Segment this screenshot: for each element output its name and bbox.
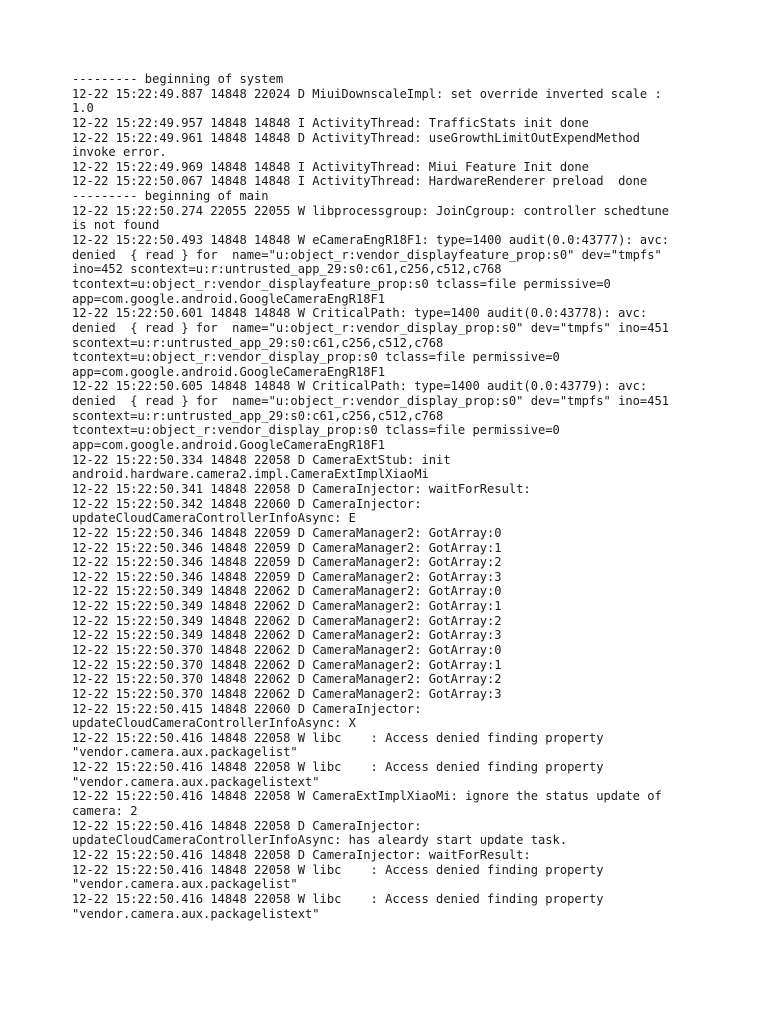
log-line: --------- beginning of system (72, 72, 284, 86)
log-line: 12-22 15:22:50.416 14848 22058 D CameraInjector: (72, 818, 422, 833)
log-line: tcontext=u:object_r:vendor_displayfeature_prop:s0 tclass=file permissive=0 (72, 276, 611, 291)
log-line: scontext=u:r:untrusted_app_29:s0:c61,c256,c512,c768 (72, 408, 444, 423)
log-line: 12-22 15:22:50.346 14848 22059 D CameraManager2: GotArray:2 (72, 555, 502, 570)
log-line: ino=452 scontext=u:r:untrusted_app_29:s0:c61,c256,c512,c768 (72, 262, 502, 277)
log-line: updateCloudCameraControllerInfoAsync: X (72, 716, 356, 731)
log-line: 12-22 15:22:50.349 14848 22062 D CameraManager2: GotArray:3 (72, 628, 502, 643)
log-line: denied { read } for name="u:object_r:vendor_display_prop:s0" dev="tmpfs" ino=451 (72, 320, 670, 335)
log-line: scontext=u:r:untrusted_app_29:s0:c61,c256,c512,c768 (72, 335, 444, 350)
log-line: app=com.google.android.GoogleCameraEngR18F1 (72, 438, 386, 453)
log-line: "vendor.camera.aux.packagelist" (72, 877, 298, 892)
log-line: 12-22 15:22:50.370 14848 22062 D CameraManager2: GotArray:0 (72, 642, 502, 657)
log-line: is not found (72, 218, 160, 233)
log-line: 12-22 15:22:50.346 14848 22059 D CameraManager2: GotArray:1 (72, 540, 502, 555)
log-line: denied { read } for name="u:object_r:vendor_display_prop:s0" dev="tmpfs" ino=451 (72, 394, 670, 409)
log-line: 1.0 (72, 101, 94, 116)
log-line: 12-22 15:22:50.349 14848 22062 D CameraManager2: GotArray:0 (72, 584, 502, 599)
log-line: 12-22 15:22:49.961 14848 14848 D ActivityThread: useGrowthLimitOutExpendMethod (72, 130, 640, 145)
log-line: 12-22 15:22:50.370 14848 22062 D CameraManager2: GotArray:1 (72, 657, 502, 672)
log-line: 12-22 15:22:50.416 14848 22058 W libc : Access denied finding property (72, 862, 604, 877)
log-line: 12-22 15:22:50.415 14848 22060 D CameraInjector: (72, 701, 422, 716)
log-line: 12-22 15:22:50.416 14848 22058 W CameraExtImplXiaoMi: ignore the status update of (72, 789, 662, 804)
log-line: invoke error. (72, 145, 167, 160)
log-line: 12-22 15:22:49.969 14848 14848 I ActivityThread: Miui Feature Init done (72, 159, 589, 174)
log-line: "vendor.camera.aux.packagelist" (72, 745, 298, 760)
log-line: 12-22 15:22:50.416 14848 22058 W libc : Access denied finding property (72, 891, 604, 906)
log-line: 12-22 15:22:49.887 14848 22024 D MiuiDownscaleImpl: set override inverted scale : (72, 86, 662, 101)
log-line: 12-22 15:22:50.370 14848 22062 D CameraManager2: GotArray:2 (72, 672, 502, 687)
log-line: 12-22 15:22:50.341 14848 22058 D CameraInjector: waitForResult: (72, 481, 531, 496)
log-line: camera: 2 (72, 804, 138, 819)
log-line: 12-22 15:22:50.601 14848 14848 W CriticalPath: type=1400 audit(0.0:43778): avc: (72, 306, 648, 321)
log-line: 12-22 15:22:50.416 14848 22058 W libc : Access denied finding property (72, 730, 604, 745)
log-line: 12-22 15:22:50.370 14848 22062 D CameraManager2: GotArray:3 (72, 686, 502, 701)
log-line: 12-22 15:22:50.342 14848 22060 D CameraInjector: (72, 496, 422, 511)
log-line: 12-22 15:22:50.416 14848 22058 D CameraInjector: waitForResult: (72, 847, 531, 862)
log-line: 12-22 15:22:50.067 14848 14848 I ActivityThread: HardwareRenderer preload done (72, 174, 648, 189)
log-line: app=com.google.android.GoogleCameraEngR18F1 (72, 364, 386, 379)
log-line: 12-22 15:22:50.416 14848 22058 W libc : Access denied finding property (72, 760, 604, 775)
log-line: 12-22 15:22:50.493 14848 14848 W eCameraEngR18F1: type=1400 audit(0.0:43777): avc: (72, 233, 670, 248)
log-line: 12-22 15:22:50.346 14848 22059 D CameraManager2: GotArray:0 (72, 525, 502, 540)
log-line: denied { read } for name="u:object_r:vendor_displayfeature_prop:s0" dev="tmpfs" (72, 247, 662, 262)
log-line: app=com.google.android.GoogleCameraEngR18F1 (72, 291, 386, 306)
log-line: --------- beginning of main (72, 189, 269, 204)
log-line: 12-22 15:22:50.605 14848 14848 W CriticalPath: type=1400 audit(0.0:43779): avc: (72, 379, 648, 394)
log-line: 12-22 15:22:50.274 22055 22055 W libprocessgroup: JoinCgroup: controller schedtune (72, 203, 670, 218)
log-line: "vendor.camera.aux.packagelistext" (72, 774, 320, 789)
log-line: 12-22 15:22:50.334 14848 22058 D CameraExtStub: init (72, 452, 451, 467)
log-line: 12-22 15:22:50.349 14848 22062 D CameraManager2: GotArray:2 (72, 613, 502, 628)
log-line: 12-22 15:22:50.346 14848 22059 D CameraManager2: GotArray:3 (72, 569, 502, 584)
log-line: updateCloudCameraControllerInfoAsync: has aleardy start update task. (72, 833, 568, 848)
log-line: 12-22 15:22:50.349 14848 22062 D CameraManager2: GotArray:1 (72, 599, 502, 614)
log-line: 12-22 15:22:49.957 14848 14848 I ActivityThread: TrafficStats init done (72, 115, 589, 130)
log-text-block (72, 72, 712, 921)
log-line: android.hardware.camera2.impl.CameraExtImplXiaoMi (72, 467, 429, 482)
log-line: "vendor.camera.aux.packagelistext" (72, 906, 320, 921)
log-line: updateCloudCameraControllerInfoAsync: E (72, 511, 356, 526)
log-line: tcontext=u:object_r:vendor_display_prop:s0 tclass=file permissive=0 (72, 423, 560, 438)
log-line: tcontext=u:object_r:vendor_display_prop:s0 tclass=file permissive=0 (72, 350, 560, 365)
